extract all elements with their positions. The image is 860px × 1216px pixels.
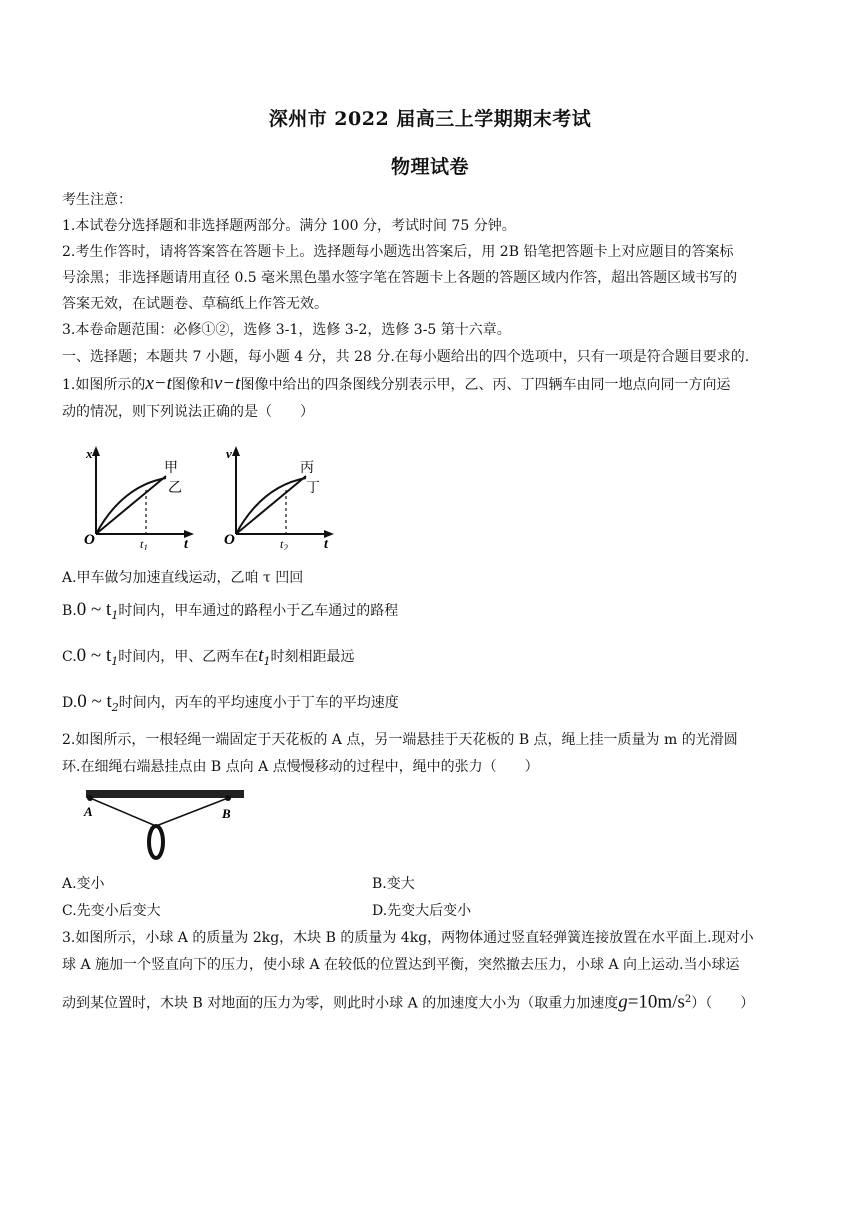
xt-graph xyxy=(70,440,200,550)
question-1-option-d: D.0 ~ $t_2$时间内，丙车的平均速度小于丁车的平均速度 xyxy=(62,691,399,714)
notice-item-2-line-2: 号涂黑；非选择题请用直径 0.5 毫米黑色墨水签字笔在答题卡上各题的答题区域内作答，超出答题区域书写的 xyxy=(62,270,738,286)
vt-origin-label: O xyxy=(224,532,235,548)
xt-y-axis-label: x xyxy=(86,446,93,461)
vt-y-axis-label: v xyxy=(226,446,232,461)
question-1-option-a: A.甲车做匀加速直线运动，乙咱 τ 凹回 xyxy=(62,570,304,586)
notice-item-1: 1.本试卷分选择题和非选择题两部分。满分 100 分，考试时间 75 分钟。 xyxy=(62,218,516,234)
point-b-label: B xyxy=(222,806,231,821)
question-2-line-2: 环.在细绳右端悬挂点由 B 点向 A 点慢慢移动的过程中，绳中的张力（ ） xyxy=(62,759,539,775)
vt-curve-ding-label: 丁 xyxy=(306,481,320,496)
vt-tick-label: $t_2$ xyxy=(280,537,288,550)
question-2-option-a: A.变小 xyxy=(62,876,105,892)
xt-curve-yi-label: 乙 xyxy=(168,481,182,496)
notice-item-2-line-3: 答案无效，在试题卷、草稿纸上作答无效。 xyxy=(62,296,328,312)
notice-heading: 考生注意： xyxy=(62,192,132,208)
section-1-heading: 一、选择题；本题共 7 小题，每小题 4 分，共 28 分.在每小题给出的四个选项中，只有一项是符合题目要求的. xyxy=(62,349,750,365)
xt-graph-label: x−t xyxy=(145,373,172,394)
xt-origin-label: O xyxy=(84,532,95,548)
question-3-line-1: 3.如图所示，小球 A 的质量为 2kg，木块 B 的质量为 4kg，两物体通过竖直轻弹簧连接放置在水平面上.现对小 xyxy=(62,930,754,946)
question-2-line-1: 2.如图所示，一根轻绳一端固定于天花板的 A 点，另一端悬挂于天花板的 B 点，绳上挂一质量为 m 的光滑圆 xyxy=(62,732,738,748)
question-1-option-c: C.0 ~ $t_1$时间内，甲、乙两车在$t_1$时刻相距最远 xyxy=(62,645,355,668)
notice-item-3: 3.本卷命题范围：必修①②，选修 3-1，选修 3-2，选修 3-5 第十六章。 xyxy=(62,322,511,338)
vt-curve-bing-label: 丙 xyxy=(300,461,314,476)
exam-subtitle: 物理试卷 xyxy=(390,156,469,178)
ceiling-bar xyxy=(86,790,244,798)
exam-title: 深州市 2022 届高三上学期期末考试 xyxy=(268,108,592,130)
question-2-option-d: D.先变大后变小 xyxy=(372,903,472,919)
notice-item-2-line-1: 2.考生作答时，请将答案答在答题卡上。选择题每小题选出答案后，用 2B 铅笔把答题卡上对应题目的答案标 xyxy=(62,244,734,260)
question-3-line-3: 动到某位置时，木块 B 对地面的压力为零，则此时小球 A 的加速度大小为（取重力加速度$g=10m/s^2$）（ ） xyxy=(62,991,755,1013)
xt-curve-jia-label: 甲 xyxy=(164,461,178,476)
question-3-line-2: 球 A 施加一个竖直向下的压力，使小球 A 在较低的位置达到平衡，突然撤去压力，小球 A 向上运动.当小球运 xyxy=(62,957,740,973)
point-a-label: A xyxy=(84,804,93,819)
question-1-option-b: B.0 ~ $t_1$时间内，甲车通过的路程小于乙车通过的路程 xyxy=(62,599,399,622)
vt-graph xyxy=(210,440,340,550)
question-1-line-2: 动的情况，则下列说法正确的是（ ） xyxy=(62,404,314,420)
question-2-option-b: B.变大 xyxy=(372,876,415,892)
xt-x-axis-label: t xyxy=(184,537,188,550)
ceiling-rope-ring-diagram xyxy=(80,784,250,864)
question-1-line-1: 1.如图所示的x−t图像和v−t图像中给出的四条图线分别表示甲，乙、丙、丁四辆车由同一地点向同一方向运 xyxy=(62,373,731,394)
vt-graph-label: v−t xyxy=(213,373,241,394)
ring-icon xyxy=(149,826,163,858)
question-2-option-c: C.先变小后变大 xyxy=(62,903,161,919)
vt-x-axis-label: t xyxy=(324,537,328,550)
xt-tick-label: $t_1$ xyxy=(140,537,148,550)
